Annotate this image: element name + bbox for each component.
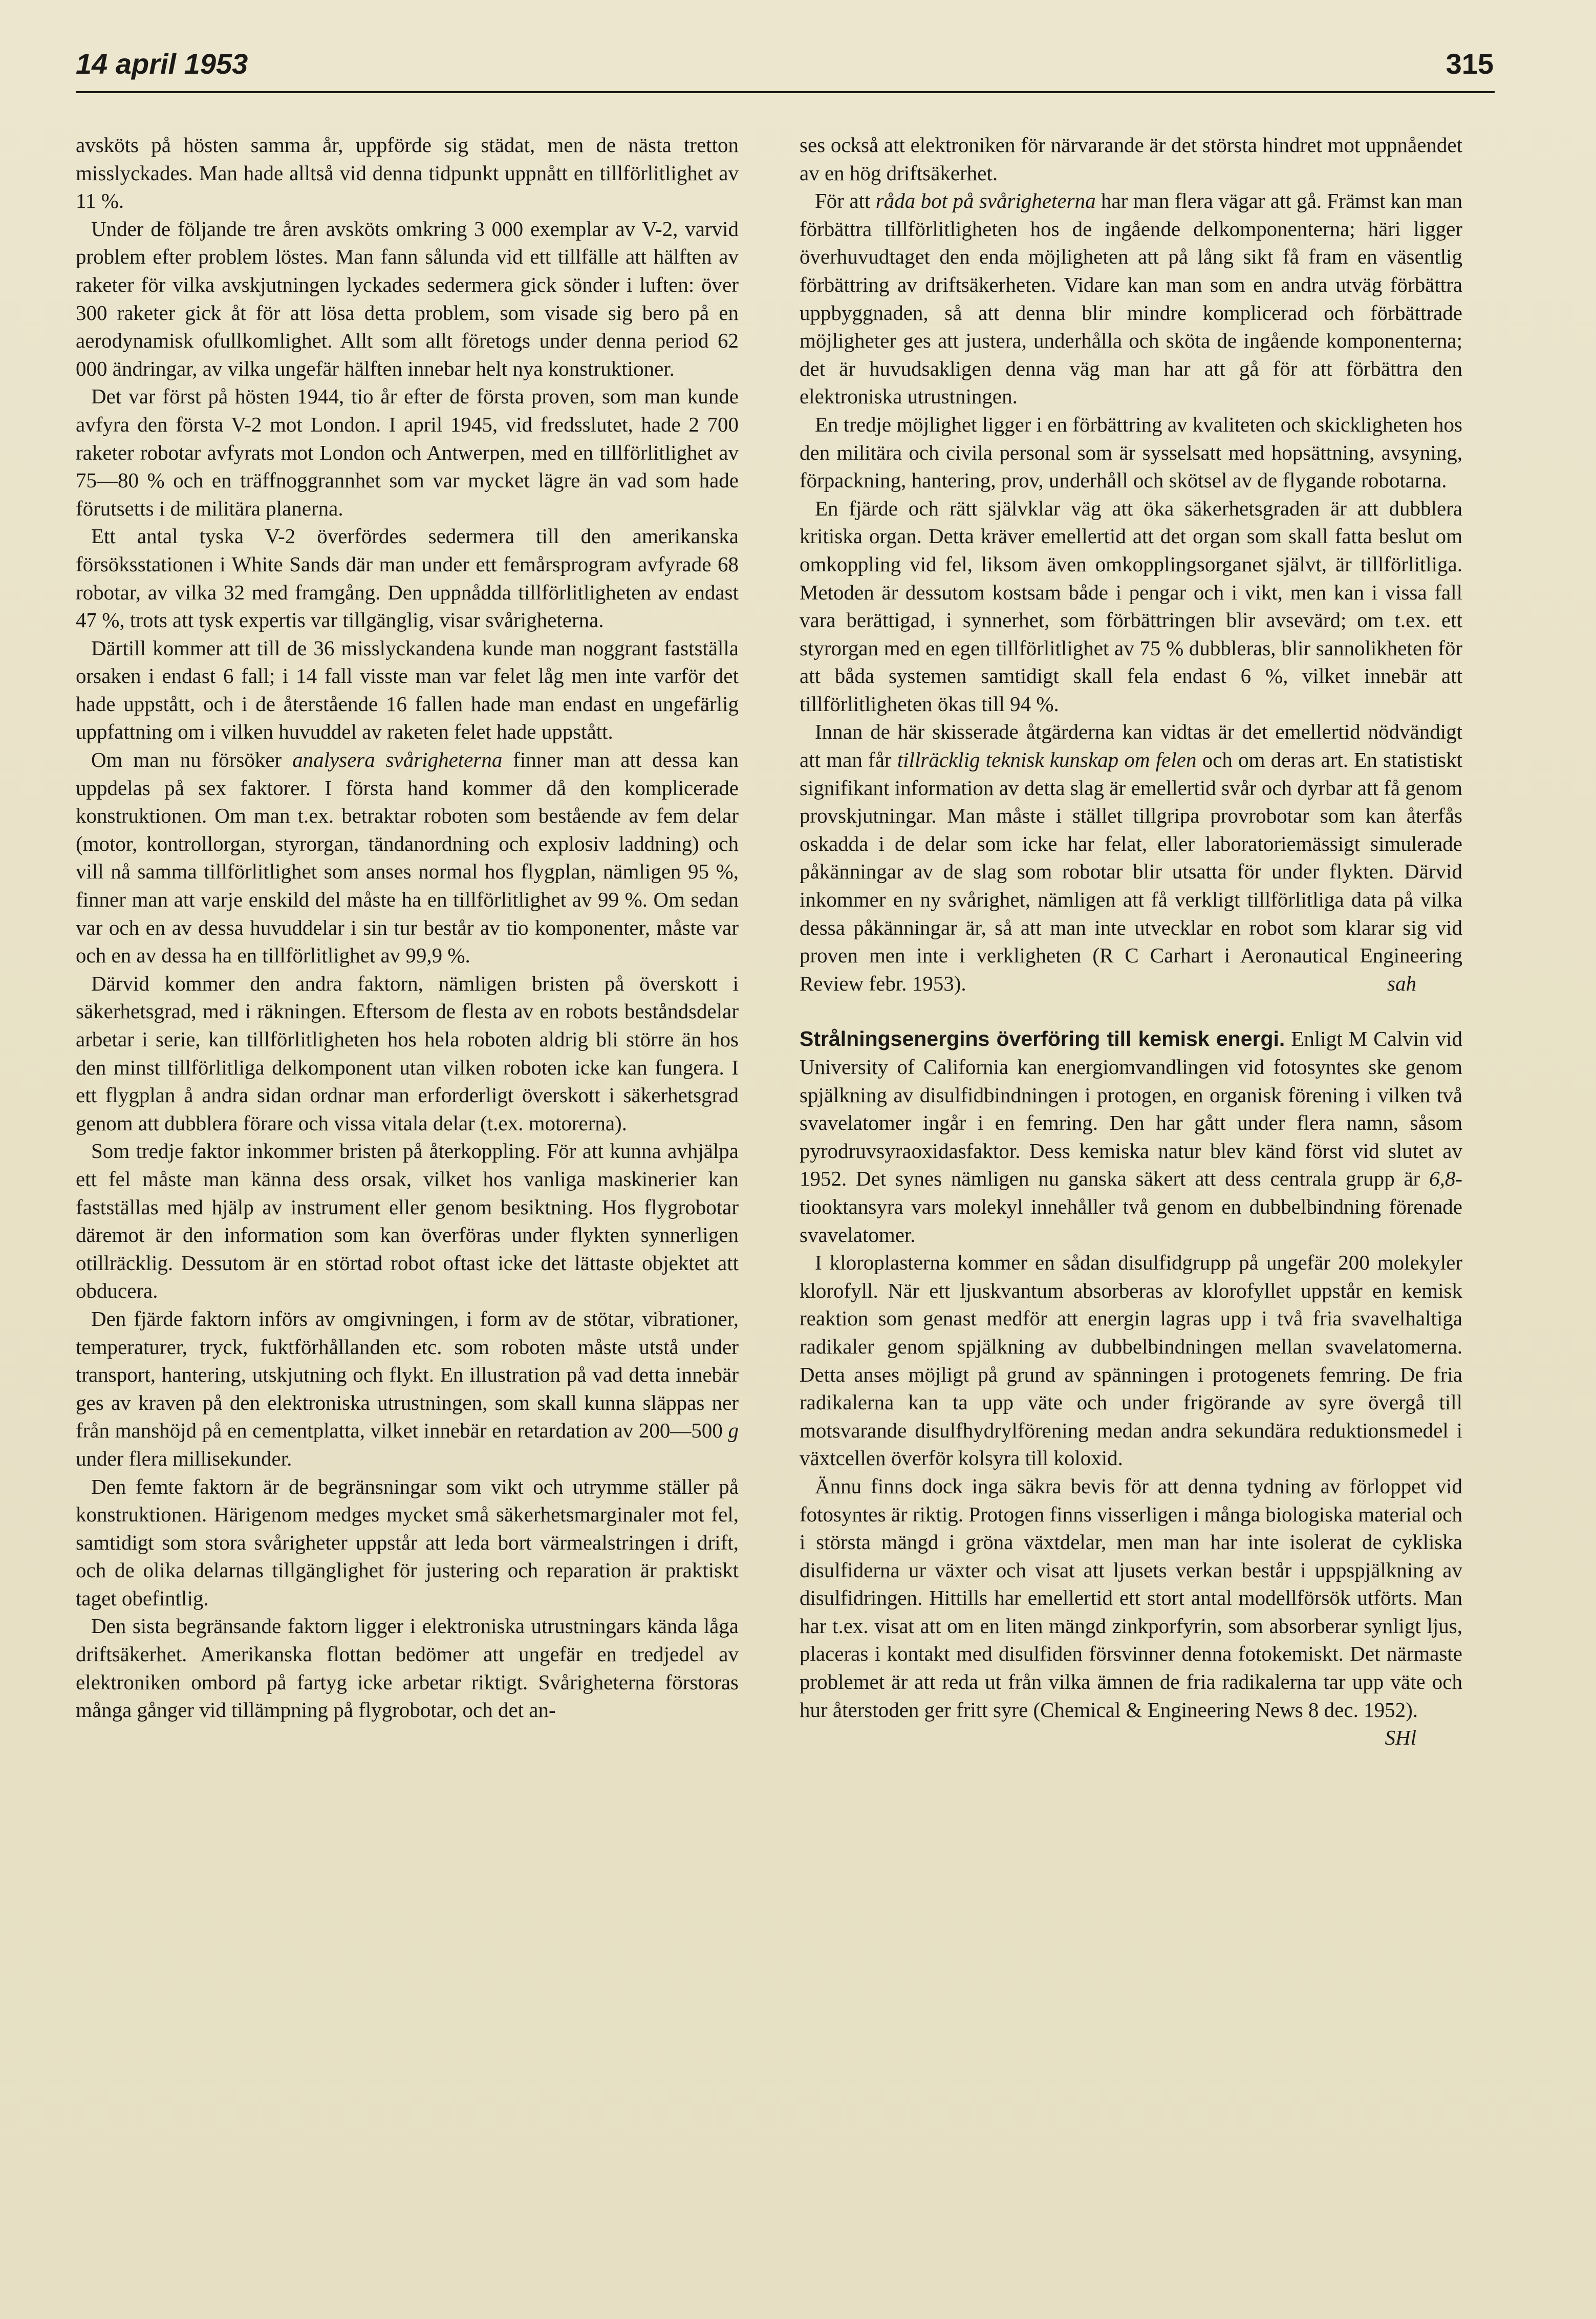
paragraph: Den sista begränsande faktorn ligger i elektroniska utrustningars kända låga driftsäkerhet. Amerikanska flottan bedömer att ungefär en tredjedel av elektroniken ombord på fartyg icke arbetar riktigt. Svårigheterna förstoras många gånger vid tillämpning på flygrobotar, och det an- — [76, 1614, 739, 1722]
paragraph: En fjärde och rätt självklar väg att öka säkerhetsgraden är att dubblera kritiska organ. Detta kräver emellertid att det organ som skall fatta beslut om omkoppling vid fel, liksom även omkopplingsorganet självt, är tillförlitliga. Metoden är dessutom kostsam både i pengar och i vikt, men kan i vissa fall vara berättigad, i synnerhet, som förbättringen blir avsevärd; om t.ex. ett styrorgan med en egen tillförlitlighet av 75 % dubbleras, blir sannolikheten för att båda systemen samtidigt skall fela endast 6 %, vilket innebär att tillförlitligheten ökas till 94 %. — [800, 496, 1462, 716]
paragraph: Ett antal tyska V-2 överfördes sedermera till den amerikanska försöksstationen i White Sands där man under ett femårsprogram avfyrade 68 robotar, av vilka 32 med framgång. Den uppnådda tillförlitligheten av endast 47 %, trots att tysk expertis var tillgänglig, visar svårigheterna. — [76, 524, 739, 632]
text-run: -tiooktansyra vars molekyl innehåller två genom en dubbelbindning förenade svavelatomer. — [800, 1167, 1462, 1247]
text-run: Om man nu försöker — [91, 748, 293, 772]
paragraph: ses också att elektroniken för närvarande är det största hindret mot uppnåendet av en hög driftsäkerhet. — [800, 133, 1462, 185]
emphasis: g — [728, 1419, 739, 1443]
paragraph: Därtill kommer att till de 36 misslyckandena kunde man noggrant fastställa orsaken i endast 6 fall; i 14 fall visste man var felet låg men inte varför det hade uppstått, och i de återstående 16 fallen hade man endast en ungefärlig uppfattning om i vilken huvuddel av raketen felet hade uppstått. — [76, 636, 739, 744]
paragraph: Under de följande tre åren avsköts omkring 3 000 exemplar av V-2, varvid problem efter problem löstes. Man fann sålunda vid ett tillfälle att hälften av raketer för vilka avskjutningen lyckades sedermera gick sönder i luften: över 300 raketer gick åt för att lösa detta problem, som visade sig bero på en aerodynamisk ofullkomlighet. Allt som allt företogs under denna period 62 000 ändringar, av vilka ungefär hälften innebar helt nya konstruktioner. — [76, 217, 739, 380]
paragraph: Den femte faktorn är de begränsningar som vikt och utrymme ställer på konstruktionen. Härigenom medges mycket små säkerhetsmarginaler mot fel, samtidigt som stora svårigheter uppstår att leda bort värmealstringen i drift, och de olika delarnas tillgänglighet för justering och reparation är praktiskt taget obefintlig. — [76, 1474, 739, 1610]
paragraph: En tredje möjlighet ligger i en förbättring av kvaliteten och skickligheten hos den militära och civila personal som är sysselsatt med hopsättning, avsyning, förpackning, hantering, prov, underhåll och skötsel av de flygande robotarna. — [800, 412, 1462, 492]
header-rule — [76, 91, 1495, 93]
text-run: har man flera vägar att gå. Främst kan man förbättra tillförlitligheten hos de ingående delkomponenterna; häri ligger överhuvudtaget den enda möjligheten att på lång sikt få fram en väsentlig förbättring av driftsäkerheten. Vidare kan man som en andra utväg förbättra uppbyggnaden, så att denna blir mindre komplicerad och förbättrade möjligheter ges att justera, underhålla och sköta de ingående komponenterna; det är huvudsakligen denna väg man har att gå för att förbättra den elektroniska utrustningen. — [800, 189, 1462, 409]
paragraph: I kloroplasterna kommer en sådan disulfidgrupp på ungefär 200 molekyler klorofyll. När ett ljuskvantum absorberas av klorofyllet uppstår en kemisk reaktion som genast medför att energin lagras upp i två fria svavelhaltiga radikaler genom spjälkning av dubbelbindningen mellan svavelatomerna. Detta anses möjligt på grund av spänningen i protogenets femring. De fria radikalerna kan ta upp väte och under frigörande av syre övergå till motsvarande disulfhydrylförening medan andra sekundära reduktionsmedel i växtcellen överför kolsyra till koloxid. — [800, 1251, 1462, 1470]
text-run: och om deras art. En statistiskt signifikant information av detta slag är emellertid svår och dyrbar att få genom provskjutningar. Man måste i stället tillgripa provrobotar som kan återfås oskadda i de delar som icke har felat, eller laboratoriemässigt simulerade påkänningar av de slag som robotar blir utsatta för under flykten. Därvid inkommer en ny svårighet, nämligen att få verkligt tillförlitliga data på vilka dessa påkänningar är, så att man inte utvecklar en robot som klarar sig vid proven men inte i verkligheten (R C Carhart i Aeronautical Engineering Review febr. 1953). — [800, 748, 1462, 995]
text-run: Enligt M Calvin vid University of California kan energiomvandlingen vid fotosyntes ske genom spjälkning av disulfidbindningen i protogen, en organisk förening i vilken två svavelatomer ingår i en femring. Den har gått under flera namn, såsom pyrodruvsyraoxidasfaktor. Dess kemiska natur blev känd först vid slutet av 1952. Det synes nämligen nu ganska säkert att dess centrala grupp är — [800, 1027, 1462, 1191]
text-run: under flera millisekunder. — [76, 1446, 292, 1470]
paragraph — [800, 1025, 1462, 1249]
author-signature: sah — [1387, 971, 1416, 995]
text-run: Den fjärde faktorn införs av omgivningen, i form av de stötar, vibrationer, temperaturer, tryck, fuktförhållanden etc. som roboten måste utstå under transport, hantering, utskjutning och flykt. En illustration på vad detta innebär ges av kraven på den elektroniska utrustningen, som skall kunna släppas ner från manshöjd på en cementplatta, vilket innebär en retardation av 200—500 — [76, 1306, 739, 1443]
text-run: Innan de här skisserade åtgärderna kan vidtas är det emellertid nödvändigt att man får — [800, 720, 1462, 772]
text-run: För att — [815, 189, 876, 213]
emphasis: råda bot på svårigheterna — [875, 189, 1096, 213]
issue-date: 14 april 1953 — [76, 48, 248, 80]
section-lead: Strålningsenergins överföring till kemisk energi. — [800, 1027, 1285, 1051]
emphasis: 6,8 — [1429, 1167, 1456, 1191]
emphasis: analysera svårigheterna — [292, 748, 503, 772]
page-number: 315 — [1446, 48, 1494, 80]
left-column — [76, 131, 739, 1724]
paragraph: Det var först på hösten 1944, tio år efter de första proven, som man kunde avfyra den första V-2 mot London. I april 1945, vid fredsslutet, hade 2 700 raketer robotar avfyrats mot London och Antwerpen, med en tillförlitlighet av 75—80 % och en träffnoggrannhet som var mycket lägre än vad som hade förutsetts i de militära planerna. — [76, 384, 739, 520]
paragraph: Därvid kommer den andra faktorn, nämligen bristen på överskott i säkerhetsgrad, med i räkningen. Eftersom de flesta av en robots beståndsdelar arbetar i serie, kan tillförlitligheten hos hela roboten aldrig bli större än hos den minst tillförlitliga delkomponent utan vilken roboten icke kan fungera. I ett flygplan å andra sidan ordnar man erforderligt överskott i säkerhetsgrad genom att dubblera förare och vissa vitala delar (t.ex. motorerna). — [76, 971, 739, 1135]
paragraph — [76, 746, 739, 970]
paragraph: Som tredje faktor inkommer bristen på återkoppling. För att kunna avhjälpa ett fel måste man känna dess orsak, vilket hos vanliga maskinerier kan fastställas med hjälp av instrument eller genom besiktning. Hos flygrobotar däremot är den information som kan överföras under flykten synnerligen otillräcklig. Dessutom är en störtad robot oftast icke det lättaste objektet att obducera. — [76, 1139, 739, 1303]
author-signature: SHl — [1385, 1726, 1416, 1750]
paragraph — [76, 1305, 739, 1473]
paragraph — [800, 718, 1462, 997]
paragraph — [800, 187, 1462, 411]
text-run: finner man att dessa kan uppdelas på sex faktorer. I första hand kommer då den komplicerade konstruktionen. Om man t.ex. betraktar roboten som bestående av fem delar (motor, kontrollorgan, styrorgan, tändanordning och explosiv laddning) och vill nå samma tillförlitlighet som anses normal hos flygplan, nämligen 95 %, finner man att varje enskild del måste ha en tillförlitlighet av 99 %. Om sedan var och en av dessa huvuddelar i sin tur består av tio komponenter, måste var och en av dessa ha en tillförlitlighet av 99,9 %. — [76, 748, 739, 968]
text-run: Ännu finns dock inga säkra bevis för att denna tydning av förloppet vid fotosyntes är riktig. Protogen finns visserligen i många biologiska material och i största mängd i gröna växtdelar, men man har inte isolerat de cykliska disulfiderna ur växter och visat att ljusets verkan består i uppspjälkning av disulfidringen. Hittills har emellertid ett stort antal modellförsök utförts. Man har t.ex. visat att om en liten mängd zinkporfyrin, som absorberar synligt ljus, placeras i kontakt med disulfiden försvinner denna fotokemiskt. Det närmaste problemet är att reda ut från vilka ämnen de fria radikalerna tar upp väte och hur återstoden ger fritt syre (Chemical & Engineering News 8 dec. 1952). — [800, 1474, 1462, 1722]
right-column — [800, 131, 1462, 1752]
paragraph — [800, 1472, 1462, 1750]
emphasis: tillräcklig teknisk kunskap om felen — [897, 748, 1197, 772]
paragraph: avsköts på hösten samma år, uppförde sig städat, men de nästa tretton misslyckades. Man hade alltså vid denna tidpunkt uppnått en tillförlitlighet av 11 %. — [76, 133, 739, 213]
page-header — [76, 47, 1494, 93]
